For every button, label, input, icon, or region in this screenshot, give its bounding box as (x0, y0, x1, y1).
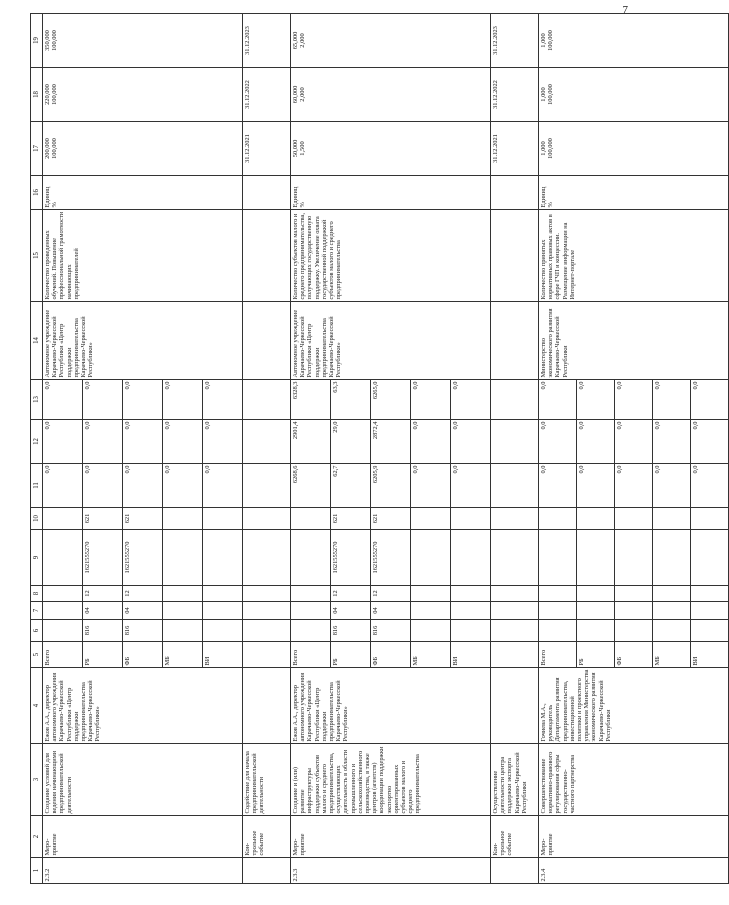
column-number: 7 (31, 602, 43, 620)
item-code-cell: 2.3.3 (291, 858, 491, 884)
amount-2021-cell: 0,0 (43, 464, 83, 508)
section-code-cell (539, 602, 577, 620)
empty-cell (491, 586, 539, 602)
empty-cell (243, 642, 291, 668)
item-code-cell: 2.3.4 (539, 858, 729, 884)
amount-2021-cell: 0,0 (83, 464, 123, 508)
empty-cell (243, 530, 291, 586)
subsection-code-cell (163, 586, 203, 602)
section-code-cell (411, 602, 451, 620)
column-number: 15 (31, 210, 43, 302)
column-number: 2 (31, 816, 43, 858)
executor-cell: Автономное учреждение Карачаево-Черкесской Республики «Центр поддержки предпринимательства Карачаево-Черкесской Республики» (43, 302, 243, 380)
budget-code-cell: 816 (83, 620, 123, 642)
amount-2023-cell: 0,0 (577, 380, 615, 420)
budget-code-cell (43, 620, 83, 642)
subsection-code-cell: 12 (331, 586, 371, 602)
empty-cell (491, 464, 539, 508)
expense-type-cell: 621 (371, 508, 411, 530)
target-article-cell: 1621555270 (371, 530, 411, 586)
subsection-code-cell (291, 586, 331, 602)
control-event-name-cell: Осуществление деятельности центра поддержки экспорта Карачаево-Черкесской Республики (491, 744, 539, 816)
amount-2022-cell: 0,0 (43, 420, 83, 464)
amount-2023-cell: 63,3 (331, 380, 371, 420)
section-code-cell: 04 (371, 602, 411, 620)
executor-cell: Автономное учреждение Карачаево-Черкесской Республики «Центр поддержки предпринимательства Карачаево-Черкесской Республики» (291, 302, 491, 380)
funding-source-cell: РБ (577, 642, 615, 668)
item-type-cell: Кон- трольное событие (491, 816, 539, 858)
expense-type-cell (615, 508, 653, 530)
amount-2022-cell: 0,0 (539, 420, 577, 464)
target-article-cell: 1621555270 (83, 530, 123, 586)
item-type-cell: Меро- приятие (291, 816, 491, 858)
empty-cell (243, 602, 291, 620)
funding-source-cell: МБ (653, 642, 691, 668)
empty-cell (491, 380, 539, 420)
expense-type-cell (691, 508, 729, 530)
expense-type-cell (203, 508, 243, 530)
empty-cell (491, 420, 539, 464)
amount-2021-cell: 0,0 (163, 464, 203, 508)
item-name-cell: Создание условий для ведения начинающими предпринимательской деятельности (43, 744, 243, 816)
funding-source-cell: МБ (163, 642, 203, 668)
target-value-cell: 1,000 100,000 (539, 68, 729, 122)
target-article-cell (577, 530, 615, 586)
funding-source-cell: Всего (43, 642, 83, 668)
empty-cell (491, 302, 539, 380)
indicator-cell: Количество проведенных обучений. Повышение профессиональной грамотности начинающих предпринимателей (43, 210, 243, 302)
subsection-code-cell (615, 586, 653, 602)
funding-source-cell: РБ (331, 642, 371, 668)
target-value-cell: 60,000 2,000 (291, 68, 491, 122)
column-number: 6 (31, 620, 43, 642)
page-number: 7 (622, 4, 628, 16)
amount-2022-cell: 0,0 (203, 420, 243, 464)
budget-code-cell (451, 620, 491, 642)
target-article-cell (539, 530, 577, 586)
deadline-2022-cell: 31.12.2022 (243, 68, 291, 122)
expense-type-cell (539, 508, 577, 530)
item-code-cell (243, 858, 291, 884)
target-value-cell: 220,000 100,000 (43, 68, 243, 122)
control-event-row (491, 14, 539, 884)
column-number: 16 (31, 176, 43, 210)
empty-cell (243, 176, 291, 210)
amount-2023-cell: 0,0 (451, 380, 491, 420)
section-code-cell (43, 602, 83, 620)
table-row (43, 14, 83, 884)
amount-2021-cell: 0,0 (615, 464, 653, 508)
unit-cell: Единиц % (539, 176, 729, 210)
column-number: 18 (31, 68, 43, 122)
amount-2021-cell: 0,0 (451, 464, 491, 508)
target-article-cell (451, 530, 491, 586)
column-number: 14 (31, 302, 43, 380)
expense-type-cell (653, 508, 691, 530)
amount-2021-cell: 0,0 (123, 464, 163, 508)
subsection-code-cell (451, 586, 491, 602)
subsection-code-cell: 12 (83, 586, 123, 602)
empty-cell (491, 176, 539, 210)
expense-type-cell (451, 508, 491, 530)
funding-source-cell: ВИ (691, 642, 729, 668)
empty-cell (243, 620, 291, 642)
section-code-cell: 04 (331, 602, 371, 620)
column-number: 12 (31, 420, 43, 464)
empty-cell (491, 530, 539, 586)
target-article-cell (691, 530, 729, 586)
amount-2022-cell: 29,0 (331, 420, 371, 464)
funding-source-cell: Всего (291, 642, 331, 668)
column-number: 8 (31, 586, 43, 602)
column-number: 17 (31, 122, 43, 176)
subsection-code-cell: 12 (123, 586, 163, 602)
section-code-cell (163, 602, 203, 620)
expense-type-cell: 621 (123, 508, 163, 530)
target-value-cell: 200,000 100,000 (43, 122, 243, 176)
budget-code-cell: 816 (371, 620, 411, 642)
amount-2023-cell: 0,0 (691, 380, 729, 420)
column-number-row (31, 14, 43, 884)
budget-code-cell (291, 620, 331, 642)
item-code-cell (491, 858, 539, 884)
amount-2021-cell: 0,0 (539, 464, 577, 508)
section-code-cell (653, 602, 691, 620)
section-code-cell (691, 602, 729, 620)
funding-source-cell: ВИ (451, 642, 491, 668)
amount-2022-cell: 0,0 (83, 420, 123, 464)
column-number: 1 (31, 858, 43, 884)
responsible-cell: Ежов А.А., директор автономного учреждения Карачаево-Черкесской Республики «Центр поддержки предпринимательства Карачаево-Черкесской Республики» (291, 668, 491, 744)
column-number: 9 (31, 530, 43, 586)
unit-cell: Единиц % (43, 176, 243, 210)
item-name-cell: Совершенствование нормативно-правового регулирования сферы государственно-частного партнерства (539, 744, 729, 816)
deadline-2022-cell: 31.12.2022 (491, 68, 539, 122)
expense-type-cell: 621 (83, 508, 123, 530)
budget-code-cell: 816 (331, 620, 371, 642)
column-number: 19 (31, 14, 43, 68)
expense-type-cell (411, 508, 451, 530)
indicator-cell: Количество принятых нормативных правовых актов в сфере ГЧП и концессии. Размещение информации на Интернет-портале (539, 210, 729, 302)
amount-2022-cell: 0,0 (577, 420, 615, 464)
item-name-cell: Создание и (или) развитие инфраструктуры поддержки субъектов малого и среднего предпринимательства, осуществляющих деятельность в области промышленного и сельскохозяйственного производства, в также центров (агентств) координации поддержки экспортно ориентированных субъектов малого и среднего предпринимательства (291, 744, 491, 816)
amount-2023-cell: 0,0 (83, 380, 123, 420)
empty-cell (491, 508, 539, 530)
column-number: 11 (31, 464, 43, 508)
amount-2023-cell: 0,0 (411, 380, 451, 420)
budget-code-cell (653, 620, 691, 642)
amount-2023-cell: 6328,3 (291, 380, 331, 420)
subsection-code-cell (539, 586, 577, 602)
deadline-2023-cell: 31.12.2023 (243, 14, 291, 68)
subsection-code-cell (411, 586, 451, 602)
subsection-code-cell (653, 586, 691, 602)
section-code-cell (203, 602, 243, 620)
budget-code-cell (577, 620, 615, 642)
column-number: 13 (31, 380, 43, 420)
amount-2022-cell: 0,0 (653, 420, 691, 464)
budget-code-cell (539, 620, 577, 642)
funding-source-cell: МБ (411, 642, 451, 668)
section-code-cell: 04 (123, 602, 163, 620)
subsection-code-cell (577, 586, 615, 602)
expense-type-cell (291, 508, 331, 530)
budget-code-cell: 816 (123, 620, 163, 642)
column-number: 3 (31, 744, 43, 816)
section-code-cell (577, 602, 615, 620)
target-article-cell (653, 530, 691, 586)
item-type-cell: Меро- приятие (539, 816, 729, 858)
empty-cell (243, 420, 291, 464)
target-article-cell (203, 530, 243, 586)
unit-cell: Единиц % (291, 176, 491, 210)
target-article-cell (411, 530, 451, 586)
empty-cell (491, 668, 539, 744)
program-table (30, 13, 729, 884)
amount-2023-cell: 0,0 (43, 380, 83, 420)
target-article-cell (615, 530, 653, 586)
empty-cell (491, 602, 539, 620)
target-article-cell (163, 530, 203, 586)
amount-2023-cell: 6265,0 (371, 380, 411, 420)
amount-2022-cell: 0,0 (411, 420, 451, 464)
budget-code-cell (203, 620, 243, 642)
amount-2021-cell: 0,0 (691, 464, 729, 508)
empty-cell (243, 508, 291, 530)
amount-2022-cell: 0,0 (615, 420, 653, 464)
target-value-cell: 1,000 100,000 (539, 14, 729, 68)
amount-2021-cell: 0,0 (203, 464, 243, 508)
table-row (291, 14, 331, 884)
amount-2021-cell: 0,0 (577, 464, 615, 508)
target-article-cell (291, 530, 331, 586)
executor-cell: Министерство экономического развития Карачаево-Черкесской Республики (539, 302, 729, 380)
target-value-cell: 350,000 100,000 (43, 14, 243, 68)
amount-2022-cell: 0,0 (691, 420, 729, 464)
indicator-cell: Количество субъектов малого и среднего предпринимательства, получающих государственную поддержку. Увеличение охвата государственной поддержкой субъектов малого и среднего предпринимательства (291, 210, 491, 302)
deadline-2021-cell: 31.12.2021 (491, 122, 539, 176)
amount-2021-cell: 0,0 (411, 464, 451, 508)
expense-type-cell (43, 508, 83, 530)
budget-code-cell (163, 620, 203, 642)
empty-cell (491, 642, 539, 668)
empty-cell (243, 668, 291, 744)
amount-2022-cell: 0,0 (163, 420, 203, 464)
amount-2022-cell: 2872,4 (371, 420, 411, 464)
funding-source-cell: Всего (539, 642, 577, 668)
section-code-cell (291, 602, 331, 620)
target-value-cell: 65,000 2,000 (291, 14, 491, 68)
subsection-code-cell (43, 586, 83, 602)
target-article-cell: 1621555270 (123, 530, 163, 586)
empty-cell (243, 586, 291, 602)
column-number: 10 (31, 508, 43, 530)
amount-2023-cell: 0,0 (163, 380, 203, 420)
table-row (539, 14, 577, 884)
target-article-cell: 1621555270 (331, 530, 371, 586)
expense-type-cell (163, 508, 203, 530)
control-event-name-cell: Содействие для начала предпринимательской деятельности (243, 744, 291, 816)
empty-cell (243, 380, 291, 420)
section-code-cell: 04 (83, 602, 123, 620)
expense-type-cell: 621 (331, 508, 371, 530)
amount-2022-cell: 0,0 (123, 420, 163, 464)
control-event-row (243, 14, 291, 884)
empty-cell (491, 620, 539, 642)
target-article-cell (43, 530, 83, 586)
amount-2023-cell: 0,0 (203, 380, 243, 420)
responsible-cell: Ежов А.А., директор автономного учреждения Карачаево-Черкесской Республики «Центр поддержки предпринимательства Карачаево-Черкесской Республики» (43, 668, 243, 744)
subsection-code-cell: 12 (371, 586, 411, 602)
amount-2021-cell: 6268,6 (291, 464, 331, 508)
deadline-2021-cell: 31.12.2021 (243, 122, 291, 176)
responsible-cell: Гочиева М.А., руководитель Департамента развития предпринимательства, инвестиционной политики и проектного управления Министерства экономического развития Карачаево-Черкесской Республики (539, 668, 729, 744)
section-code-cell (615, 602, 653, 620)
budget-code-cell (691, 620, 729, 642)
section-code-cell (451, 602, 491, 620)
amount-2023-cell: 0,0 (539, 380, 577, 420)
empty-cell (491, 210, 539, 302)
amount-2021-cell: 0,0 (653, 464, 691, 508)
expense-type-cell (577, 508, 615, 530)
item-type-cell: Меро- приятие (43, 816, 243, 858)
funding-source-cell: ФБ (615, 642, 653, 668)
amount-2021-cell: 6205,9 (371, 464, 411, 508)
funding-source-cell: РБ (83, 642, 123, 668)
empty-cell (243, 302, 291, 380)
amount-2022-cell: 0,0 (451, 420, 491, 464)
deadline-2023-cell: 31.12.2023 (491, 14, 539, 68)
funding-source-cell: ВИ (203, 642, 243, 668)
amount-2023-cell: 0,0 (123, 380, 163, 420)
target-value-cell: 50,000 1,500 (291, 122, 491, 176)
subsection-code-cell (203, 586, 243, 602)
budget-code-cell (411, 620, 451, 642)
subsection-code-cell (691, 586, 729, 602)
amount-2023-cell: 0,0 (653, 380, 691, 420)
amount-2023-cell: 0,0 (615, 380, 653, 420)
funding-source-cell: ФБ (371, 642, 411, 668)
item-type-cell: Кон- трольное событие (243, 816, 291, 858)
item-code-cell: 2.3.2 (43, 858, 243, 884)
empty-cell (243, 464, 291, 508)
rotated-table-area (30, 14, 699, 884)
funding-source-cell: ФБ (123, 642, 163, 668)
column-number: 4 (31, 668, 43, 744)
budget-code-cell (615, 620, 653, 642)
target-value-cell: 1,000 100,000 (539, 122, 729, 176)
column-number: 5 (31, 642, 43, 668)
amount-2022-cell: 2901,4 (291, 420, 331, 464)
empty-cell (243, 210, 291, 302)
amount-2021-cell: 62,7 (331, 464, 371, 508)
